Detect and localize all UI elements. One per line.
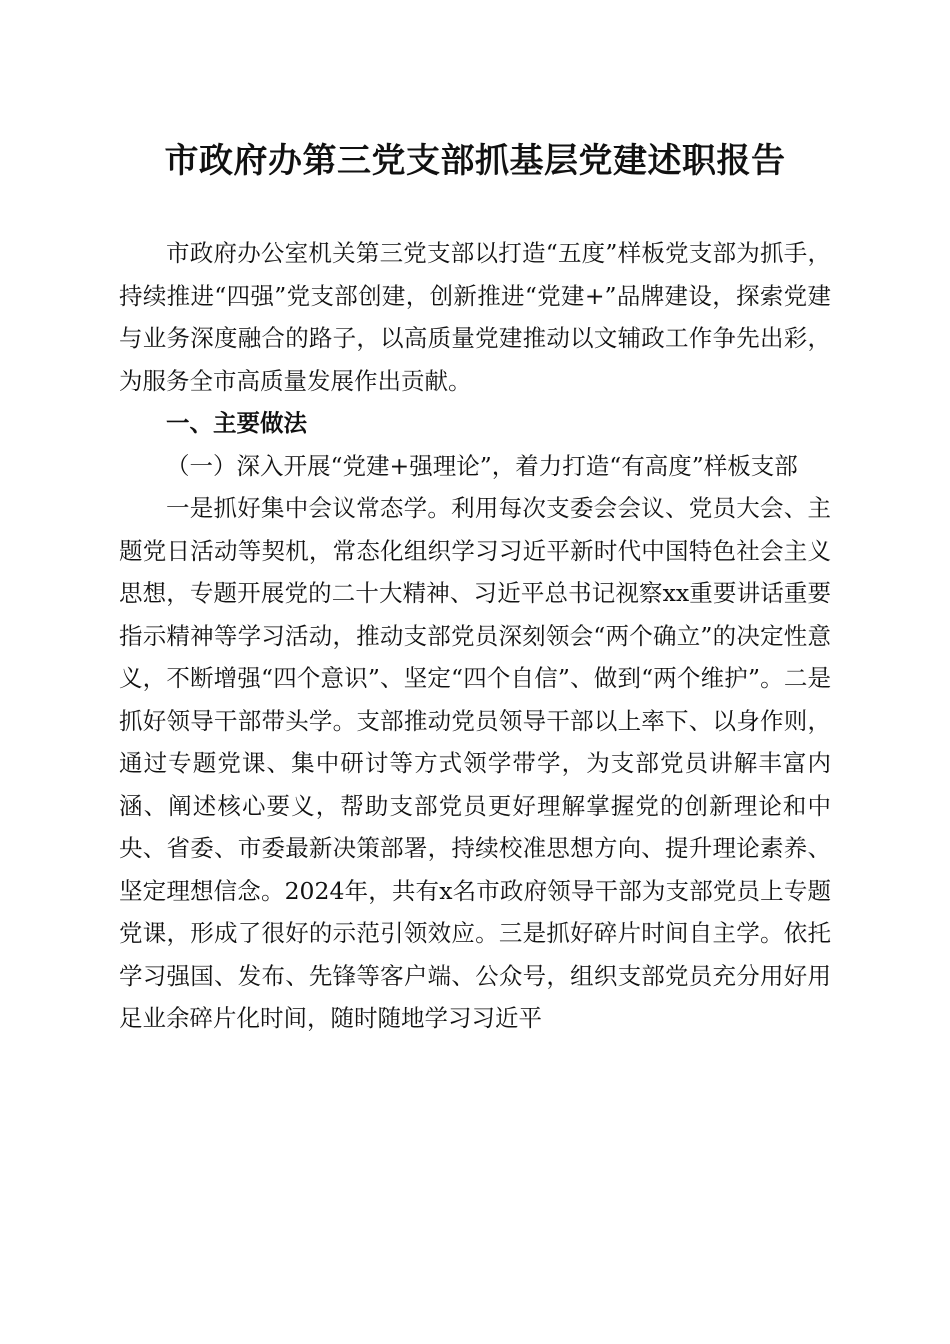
section-heading: 一、主要做法 bbox=[166, 409, 307, 437]
body-paragraph: 一是抓好集中会议常态学。利用每次支委会会议、党员大会、主题党日活动等契机，常态化组织学习习近平新时代中国特色社会主义思想，专题开展党的二十大精神、习近平总书记视察xx重要讲话重要指示精神等学习活动，推动支部党员深刻领会“两个确立”的决定性意义，不断增强“四个意识”、坚定“四个自信”、做到“两个维护”。二是抓好领导干部带头学。支部推动党员领导干部以上率下、以身作则，通过专题党课、集中研讨等方式领学带学，为支部党员讲解丰富内涵、阐述核心要义，帮助支部党员更好理解掌握党的创新理论和中央、省委、市委最新决策部署，持续校准思想方向、提升理论素养、坚定理想信念。2024年，共有x名市政府领导干部为支部党员上专题党课，形成了很好的示范引领效应。三是抓好碎片时间自主学。依托学习强国、发布、先锋等客户端、公众号，组织支部党员充分用好用足业余碎片化时间，随时随地学习习近平 bbox=[119, 494, 831, 1032]
subsection-heading: （一）深入开展“党建+强理论”，着力打造“有高度”样板支部 bbox=[166, 451, 798, 480]
document-body bbox=[119, 232, 831, 1040]
document-title: 市政府办第三党支部抓基层党建述职报告 bbox=[164, 141, 786, 181]
intro-paragraph: 市政府办公室机关第三党支部以打造“五度”样板党支部为抓手，持续推进“四强”党支部创建，创新推进“党建+”品牌建设，探索党建与业务深度融合的路子，以高质量党建推动以文辅政工作争先出彩，为服务全市高质量发展作出贡献。 bbox=[119, 239, 831, 395]
